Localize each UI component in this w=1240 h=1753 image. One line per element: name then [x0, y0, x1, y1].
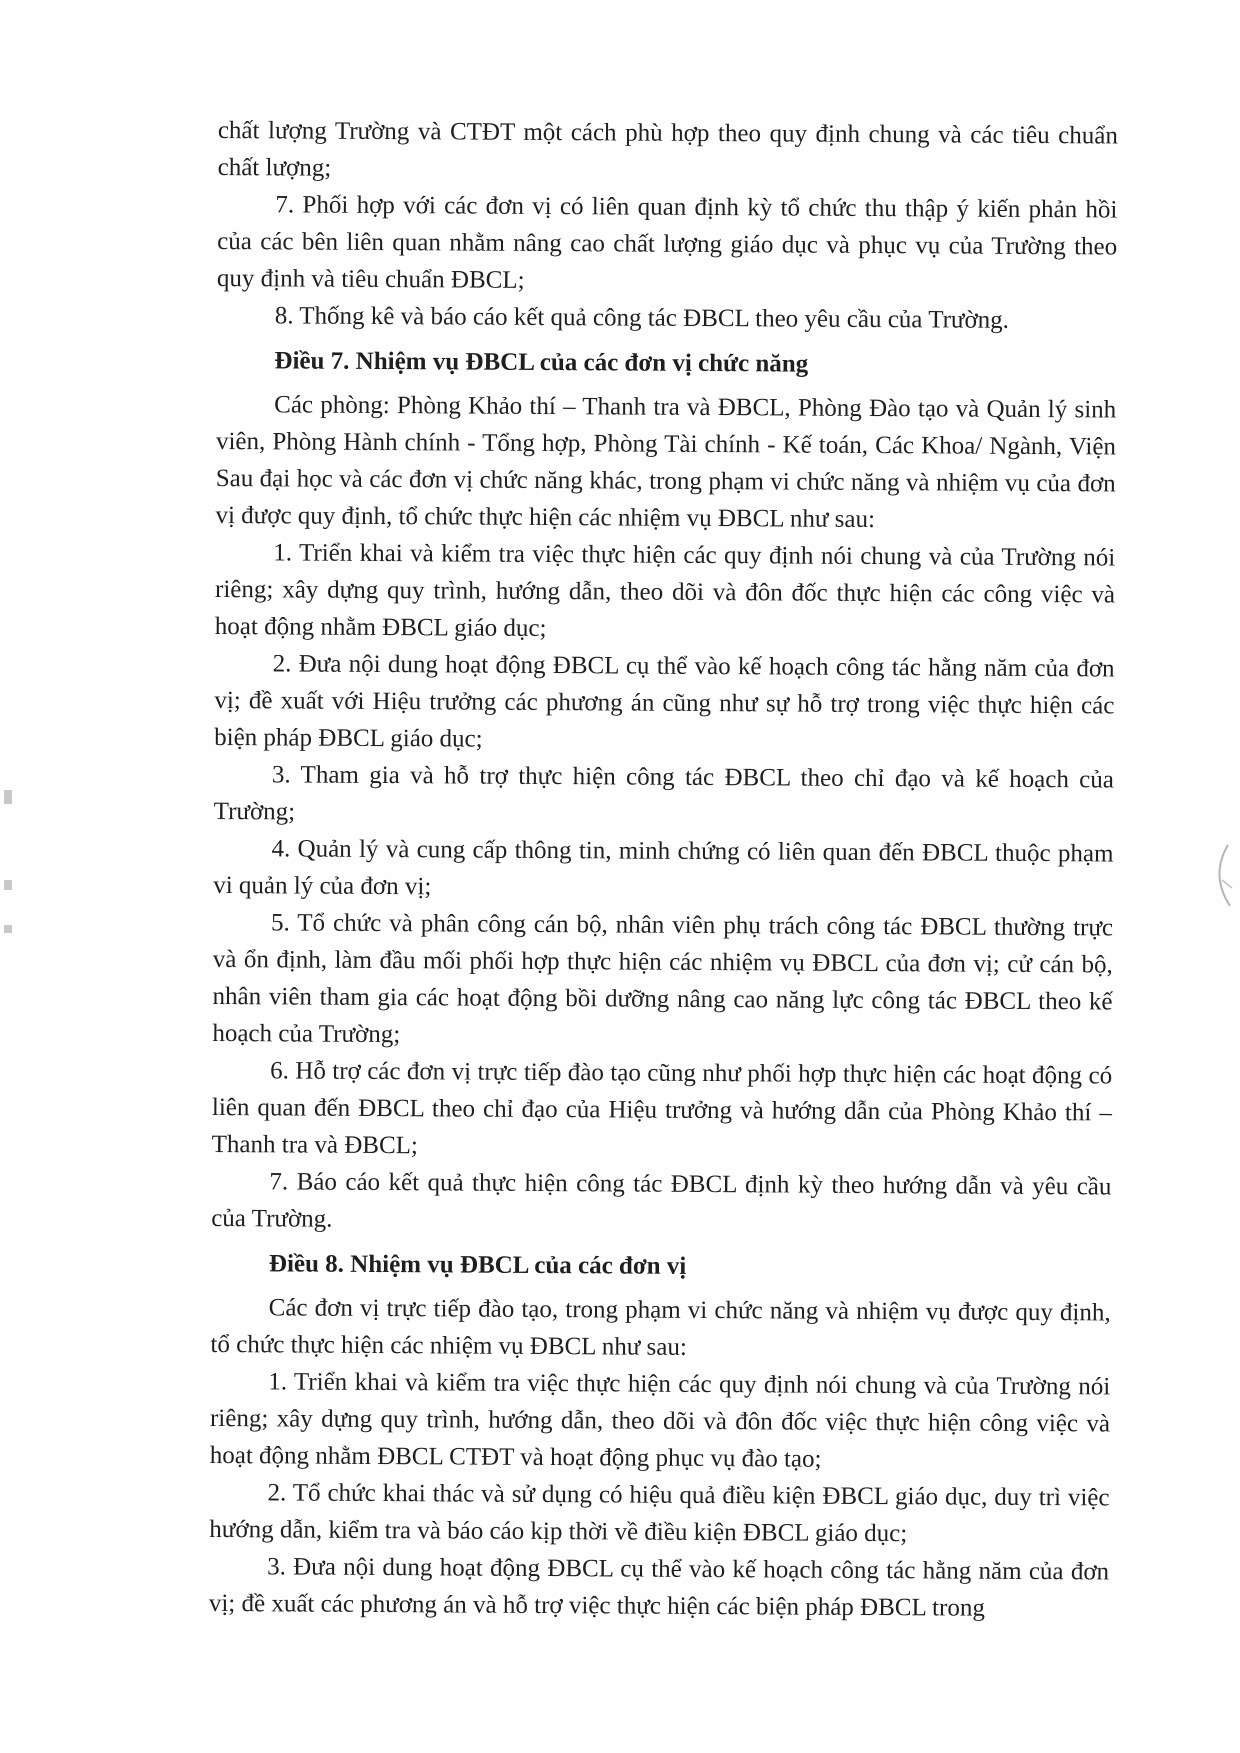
paragraph-continuation: chất lượng Trường và CTĐT một cách phù hợp theo quy định chung và các tiêu chuẩn chất lượng;	[217, 116, 1118, 182]
list-item: 7. Phối hợp với các đơn vị có liên quan định kỳ tổ chức thu thập ý kiến phản hồi của các bên liên quan nhằm nâng cao chất lượng giáo dục và phục vụ của Trường theo quy định và tiêu chuẩn ĐBCL;	[216, 191, 1118, 294]
list-item: 3. Đưa nội dung hoạt động ĐBCL cụ thể vào kế hoạch công tác hằng năm của đơn vị; đề xuất các phương án và hỗ trợ việc thực hiện các biện pháp ĐBCL trong	[208, 1553, 1110, 1622]
list-item: 7. Báo cáo kết quả thực hiện công tác ĐBCL định kỳ theo hướng dẫn và yêu cầu của Trường.	[211, 1168, 1112, 1233]
scan-edge-mark	[4, 880, 12, 890]
list-item: 1. Triển khai và kiểm tra việc thực hiện các quy định nói chung và của Trường nói riêng; xây dựng quy trình, hướng dẫn, theo dõi và đôn đốc việc thực hiện công việc và hoạt động nhằm ĐBCL CTĐT và hoạt động phục vụ đào tạo;	[209, 1368, 1111, 1473]
paragraph: Các đơn vị trực tiếp đào tạo, trong phạm vi chức năng và nhiệm vụ được quy định, tổ chức thực hiện các nhiệm vụ ĐBCL như sau:	[210, 1294, 1111, 1361]
paragraph: Các phòng: Phòng Khảo thí – Thanh tra và ĐBCL, Phòng Đào tạo và Quản lý sinh viên, Phòng Hành chính - Tổng hợp, Phòng Tài chính - Kế toán, Các Khoa/ Ngành, Viện Sau đại học và các đơn vị chức năng khác, trong phạm vi chức năng và nhiệm vụ của đơn vị được quy định, tổ chức thực hiện các nhiệm vụ ĐBCL như sau:	[215, 391, 1117, 534]
article-heading: Điều 7. Nhiệm vụ ĐBCL của các đơn vị chức năng	[274, 347, 809, 378]
list-item: 3. Tham gia và hỗ trợ thực hiện công tác ĐBCL theo chỉ đạo và kế hoạch của Trường;	[213, 761, 1115, 826]
list-item: 4. Quản lý và cung cấp thông tin, minh chứng có liên quan đến ĐBCL thuộc phạm vi quản lý của đơn vị;	[213, 835, 1114, 901]
scan-edge-mark	[4, 925, 12, 933]
scan-edge-mark	[4, 790, 12, 804]
list-item: 2. Tổ chức khai thác và sử dụng có hiệu quả điều kiện ĐBCL giáo dục, duy trì việc hướng dẫn, kiểm tra và báo cáo kịp thời về điều kiện ĐBCL giáo dục;	[209, 1479, 1110, 1548]
list-item: 6. Hỗ trợ các đơn vị trực tiếp đào tạo cũng như phối hợp thực hiện các hoạt động có liên quan đến ĐBCL theo chỉ đạo của Hiệu trưởng và hướng dẫn của Phòng Khảo thí – Thanh tra và ĐBCL;	[211, 1057, 1113, 1160]
list-item: 8. Thống kê và báo cáo kết quả công tác ĐBCL theo yêu cầu của Trường.	[274, 302, 1010, 334]
list-item: 5. Tổ chức và phân công cán bộ, nhân viên phụ trách công tác ĐBCL thường trực và ổn định, làm đầu mối phối hợp thực hiện các nhiệm vụ ĐBCL của đơn vị; cử cán bộ, nhân viên tham gia các hoạt động bồi dưỡng nâng cao năng lực công tác ĐBCL theo kế hoạch của Trường;	[212, 909, 1114, 1049]
list-item: 1. Triển khai và kiểm tra việc thực hiện các quy định nói chung và của Trường nói riêng; xây dựng quy trình, hướng dẫn, theo dõi và đôn đốc thực hiện các công việc và hoạt động nhằm ĐBCL giáo dục;	[214, 539, 1116, 643]
stamp-fragment-icon	[1196, 840, 1236, 910]
article-heading: Điều 8. Nhiệm vụ ĐBCL của các đơn vị	[268, 1250, 687, 1280]
document-body	[209, 112, 1118, 1627]
list-item: 2. Đưa nội dung hoạt động ĐBCL cụ thể vào kế hoạch công tác hằng năm của đơn vị; đề xuất với Hiệu trưởng các phương án cũng như sự hỗ trợ trong việc thực hiện các biện pháp ĐBCL giáo dục;	[214, 650, 1115, 753]
